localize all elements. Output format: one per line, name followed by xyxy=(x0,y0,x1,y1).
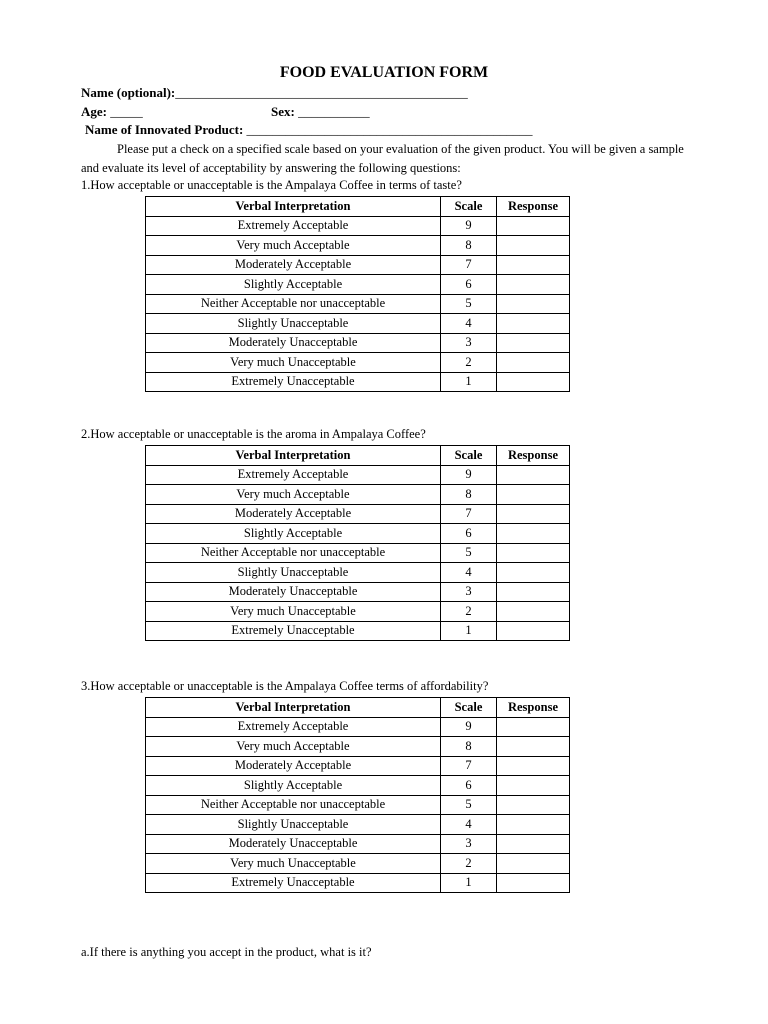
product-field-row[interactable] xyxy=(85,122,533,138)
age-blank[interactable]: _____ xyxy=(110,104,143,119)
table-row xyxy=(146,776,570,796)
verbal-interpretation-cell: Neither Acceptable nor unacceptable xyxy=(146,795,441,815)
header-verbal: Verbal Interpretation xyxy=(146,698,441,718)
verbal-interpretation-cell: Very much Acceptable xyxy=(146,236,441,256)
sex-label: Sex: xyxy=(271,104,295,119)
verbal-interpretation-cell: Slightly Acceptable xyxy=(146,524,441,544)
response-checkbox-cell[interactable] xyxy=(497,275,570,295)
header-verbal: Verbal Interpretation xyxy=(146,446,441,466)
verbal-interpretation-cell: Slightly Unacceptable xyxy=(146,815,441,835)
verbal-interpretation-cell: Very much Unacceptable xyxy=(146,854,441,874)
scale-cell: 8 xyxy=(441,236,497,256)
scale-cell: 3 xyxy=(441,333,497,353)
verbal-interpretation-cell: Slightly Acceptable xyxy=(146,776,441,796)
verbal-interpretation-cell: Neither Acceptable nor unacceptable xyxy=(146,294,441,314)
table-row xyxy=(146,602,570,622)
verbal-interpretation-cell: Slightly Acceptable xyxy=(146,275,441,295)
sex-field-row[interactable] xyxy=(271,104,370,120)
response-checkbox-cell[interactable] xyxy=(497,582,570,602)
table-row xyxy=(146,255,570,275)
table-row xyxy=(146,275,570,295)
response-checkbox-cell[interactable] xyxy=(497,621,570,641)
scale-cell: 9 xyxy=(441,717,497,737)
response-checkbox-cell[interactable] xyxy=(497,795,570,815)
verbal-interpretation-cell: Slightly Unacceptable xyxy=(146,314,441,334)
response-checkbox-cell[interactable] xyxy=(497,756,570,776)
verbal-interpretation-cell: Extremely Unacceptable xyxy=(146,621,441,641)
response-checkbox-cell[interactable] xyxy=(497,236,570,256)
question-1: 1.How acceptable or unacceptable is the Ampalaya Coffee in terms of taste? xyxy=(81,178,462,192)
verbal-interpretation-cell: Extremely Acceptable xyxy=(146,717,441,737)
scale-cell: 6 xyxy=(441,776,497,796)
table-row xyxy=(146,834,570,854)
response-checkbox-cell[interactable] xyxy=(497,776,570,796)
response-checkbox-cell[interactable] xyxy=(497,504,570,524)
table-row xyxy=(146,465,570,485)
table-header-row xyxy=(146,197,570,217)
verbal-interpretation-cell: Neither Acceptable nor unacceptable xyxy=(146,543,441,563)
verbal-interpretation-cell: Very much Acceptable xyxy=(146,485,441,505)
scale-cell: 4 xyxy=(441,815,497,835)
verbal-interpretation-cell: Extremely Unacceptable xyxy=(146,372,441,392)
scale-cell: 1 xyxy=(441,372,497,392)
verbal-interpretation-cell: Very much Unacceptable xyxy=(146,353,441,373)
scale-cell: 9 xyxy=(441,216,497,236)
table-row xyxy=(146,756,570,776)
scale-cell: 3 xyxy=(441,582,497,602)
table-row xyxy=(146,333,570,353)
verbal-interpretation-cell: Moderately Acceptable xyxy=(146,756,441,776)
header-scale: Scale xyxy=(441,446,497,466)
response-checkbox-cell[interactable] xyxy=(497,255,570,275)
verbal-interpretation-cell: Extremely Acceptable xyxy=(146,216,441,236)
table-row xyxy=(146,621,570,641)
header-scale: Scale xyxy=(441,698,497,718)
response-checkbox-cell[interactable] xyxy=(497,372,570,392)
response-checkbox-cell[interactable] xyxy=(497,333,570,353)
table-row xyxy=(146,854,570,874)
scale-cell: 6 xyxy=(441,275,497,295)
response-checkbox-cell[interactable] xyxy=(497,563,570,583)
table-row xyxy=(146,873,570,893)
response-checkbox-cell[interactable] xyxy=(497,465,570,485)
product-label: Name of Innovated Product: xyxy=(85,122,244,137)
response-checkbox-cell[interactable] xyxy=(497,815,570,835)
verbal-interpretation-cell: Moderately Acceptable xyxy=(146,255,441,275)
age-field-row[interactable] xyxy=(81,104,143,120)
response-checkbox-cell[interactable] xyxy=(497,854,570,874)
table-row xyxy=(146,314,570,334)
verbal-interpretation-cell: Extremely Unacceptable xyxy=(146,873,441,893)
table-row xyxy=(146,294,570,314)
scale-table-1 xyxy=(145,196,570,392)
table-header-row xyxy=(146,446,570,466)
question-2: 2.How acceptable or unacceptable is the aroma in Ampalaya Coffee? xyxy=(81,427,426,441)
scale-cell: 2 xyxy=(441,854,497,874)
response-checkbox-cell[interactable] xyxy=(497,353,570,373)
question-3: 3.How acceptable or unacceptable is the Ampalaya Coffee terms of affordability? xyxy=(81,679,489,693)
table-row xyxy=(146,815,570,835)
verbal-interpretation-cell: Moderately Unacceptable xyxy=(146,834,441,854)
table-row xyxy=(146,737,570,757)
verbal-interpretation-cell: Slightly Unacceptable xyxy=(146,563,441,583)
scale-cell: 8 xyxy=(441,737,497,757)
response-checkbox-cell[interactable] xyxy=(497,216,570,236)
table-row xyxy=(146,353,570,373)
response-checkbox-cell[interactable] xyxy=(497,737,570,757)
verbal-interpretation-cell: Moderately Unacceptable xyxy=(146,333,441,353)
scale-cell: 2 xyxy=(441,353,497,373)
scale-cell: 1 xyxy=(441,621,497,641)
table-row xyxy=(146,524,570,544)
instructions: Please put a check on a specified scale based on your evaluation of the given product. You will be given a sample and evaluate its level of acceptability by answering the following questions: xyxy=(81,142,684,175)
response-checkbox-cell[interactable] xyxy=(497,834,570,854)
scale-cell: 5 xyxy=(441,795,497,815)
scale-cell: 9 xyxy=(441,465,497,485)
response-checkbox-cell[interactable] xyxy=(497,524,570,544)
verbal-interpretation-cell: Very much Acceptable xyxy=(146,737,441,757)
response-checkbox-cell[interactable] xyxy=(497,543,570,563)
verbal-interpretation-cell: Moderately Acceptable xyxy=(146,504,441,524)
table-row xyxy=(146,795,570,815)
header-response: Response xyxy=(497,698,570,718)
scale-cell: 3 xyxy=(441,834,497,854)
scale-cell: 5 xyxy=(441,543,497,563)
age-label: Age: xyxy=(81,104,107,119)
scale-table-3 xyxy=(145,697,570,893)
scale-cell: 7 xyxy=(441,756,497,776)
scale-cell: 8 xyxy=(441,485,497,505)
name-field-row[interactable] xyxy=(81,85,468,101)
verbal-interpretation-cell: Extremely Acceptable xyxy=(146,465,441,485)
name-label: Name (optional): xyxy=(81,85,176,100)
table-row xyxy=(146,543,570,563)
table-row xyxy=(146,216,570,236)
table-row xyxy=(146,582,570,602)
scale-cell: 7 xyxy=(441,255,497,275)
scale-cell: 7 xyxy=(441,504,497,524)
response-checkbox-cell[interactable] xyxy=(497,873,570,893)
response-checkbox-cell[interactable] xyxy=(497,294,570,314)
verbal-interpretation-cell: Very much Unacceptable xyxy=(146,602,441,622)
response-checkbox-cell[interactable] xyxy=(497,485,570,505)
header-verbal: Verbal Interpretation xyxy=(146,197,441,217)
table-row xyxy=(146,485,570,505)
response-checkbox-cell[interactable] xyxy=(497,602,570,622)
scale-cell: 6 xyxy=(441,524,497,544)
response-checkbox-cell[interactable] xyxy=(497,314,570,334)
name-blank[interactable]: _____________________________________________ xyxy=(175,85,468,100)
table-row xyxy=(146,372,570,392)
response-checkbox-cell[interactable] xyxy=(497,717,570,737)
followup-question: a.If there is anything you accept in the product, what is it? xyxy=(81,945,372,959)
scale-cell: 4 xyxy=(441,314,497,334)
scale-cell: 2 xyxy=(441,602,497,622)
table-row xyxy=(146,504,570,524)
scale-cell: 1 xyxy=(441,873,497,893)
table-row xyxy=(146,236,570,256)
header-response: Response xyxy=(497,446,570,466)
table-header-row xyxy=(146,698,570,718)
scale-cell: 4 xyxy=(441,563,497,583)
verbal-interpretation-cell: Moderately Unacceptable xyxy=(146,582,441,602)
table-row xyxy=(146,563,570,583)
table-row xyxy=(146,717,570,737)
sex-blank[interactable]: ___________ xyxy=(298,104,370,119)
form-title: FOOD EVALUATION FORM xyxy=(279,64,489,81)
header-response: Response xyxy=(497,197,570,217)
header-scale: Scale xyxy=(441,197,497,217)
scale-table-2 xyxy=(145,445,570,641)
scale-cell: 5 xyxy=(441,294,497,314)
product-blank[interactable]: ____________________________________________ xyxy=(246,122,533,137)
